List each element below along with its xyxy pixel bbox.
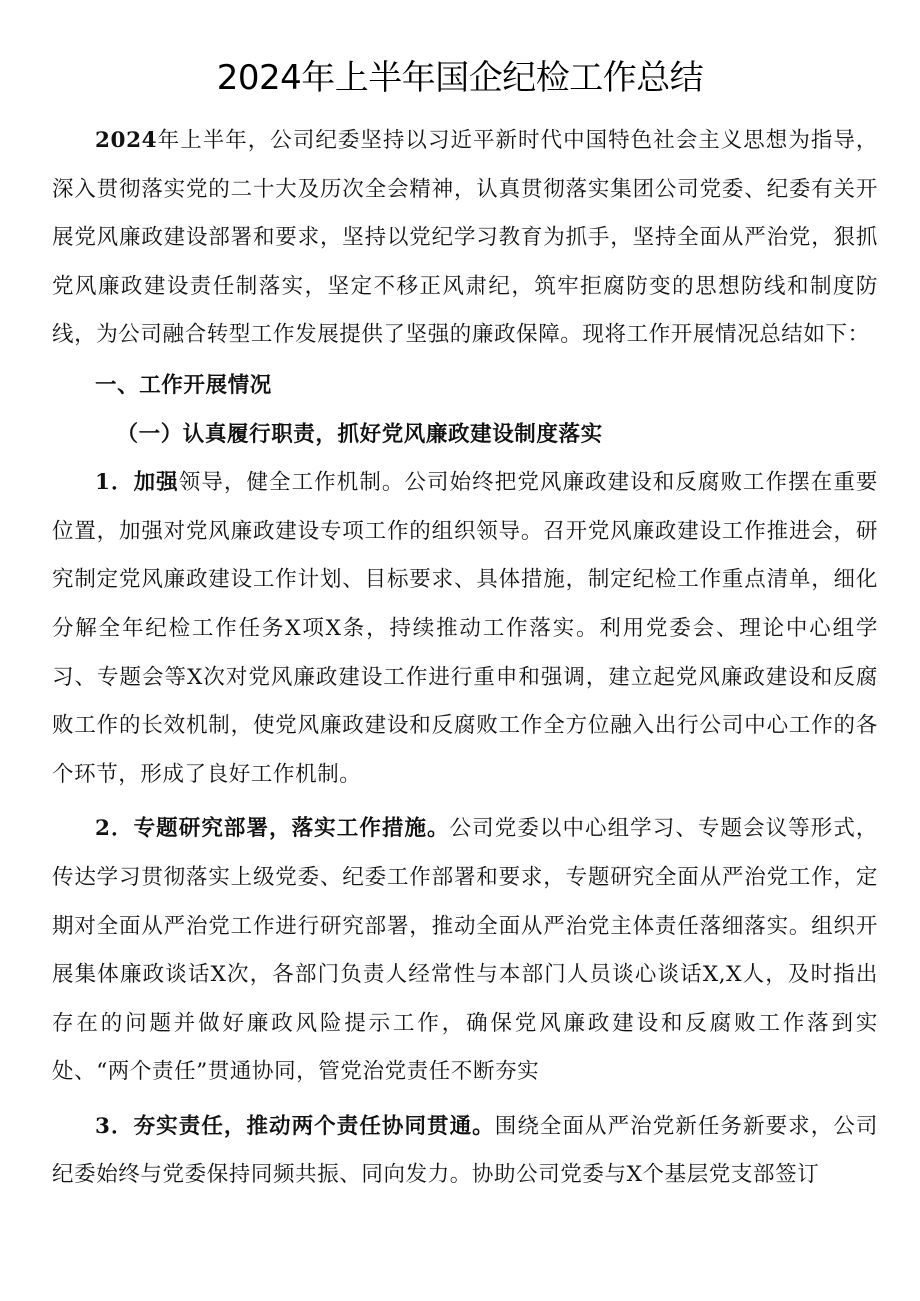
item-1-lead: 1．加强 xyxy=(95,470,179,496)
item-3-paragraph xyxy=(52,1103,878,1200)
item-2-text: 公司党委以中心组学习、专题会议等形式，传达学习贯彻落实上级党委、纪委工作部署和要求，专题研究全面从严治党工作，定期对全面从严治党工作进行研究部署，推动全面从严治党主体责任落细落实。组织开展集体廉政谈话X次，各部门负责人经常性与本部门人员谈心谈话X,X人，及时指出存在的问题并做好廉政风险提示工作，确保党风廉政建设和反腐败工作落到实处、“两个责任”贯通协同，管党治党责任不断夯实 xyxy=(52,816,878,1085)
item-3-text: 围绕全面从严治党新任务新要求，公司纪委始终与党委保持同频共振、同向发力。协助公司党委与X个基层党支部签订 xyxy=(52,1113,878,1188)
item-2-lead: 2．专题研究部署，落实工作措施。 xyxy=(95,816,450,842)
item-1-paragraph xyxy=(52,459,878,799)
document-title: 2024年上半年国企纪检工作总结 xyxy=(216,58,704,98)
item-2-paragraph xyxy=(52,805,878,1097)
document-body xyxy=(52,117,878,1200)
item-1-text: 领导，健全工作机制。公司始终把党风廉政建设和反腐败工作摆在重要位置，加强对党风廉政建设专项工作的组织领导。召开党风廉政建设工作推进会，研究制定党风廉政建设工作计划、目标要求、具体措施，制定纪检工作重点清单，细化分解全年纪检工作任务X项X条，持续推动工作落实。利用党委会、理论中心组学习、专题会等X次对党风廉政建设工作进行重申和强调，建立起党风廉政建设和反腐败工作的长效机制，使党风廉政建设和反腐败工作全方位融入出行公司中心工作的各个环节，形成了良好工作机制。 xyxy=(52,470,878,787)
section-heading-1: 一、工作开展情况 xyxy=(95,372,272,398)
intro-text: 年上半年，公司纪委坚持以习近平新时代中国特色社会主义思想为指导，深入贯彻落实党的二十大及历次全会精神，认真贯彻落实集团公司党委、纪委有关开展党风廉政建设部署和要求，坚持以党纪学习教育为抓手，坚持全面从严治党，狠抓党风廉政建设责任制落实，坚定不移正风肃纪，筑牢拒腐防变的思想防线和制度防线，为公司融合转型工作发展提供了坚强的廉政保障。现将工作开展情况总结如下： xyxy=(52,128,878,348)
subsection-heading-1: （一）认真履行职责，抓好党风廉政建设制度落实 xyxy=(116,421,603,447)
intro-lead: 2024 xyxy=(95,128,158,153)
intro-paragraph xyxy=(52,117,878,360)
item-3-lead: 3．夯实责任，推动两个责任协同贯通。 xyxy=(95,1113,495,1139)
